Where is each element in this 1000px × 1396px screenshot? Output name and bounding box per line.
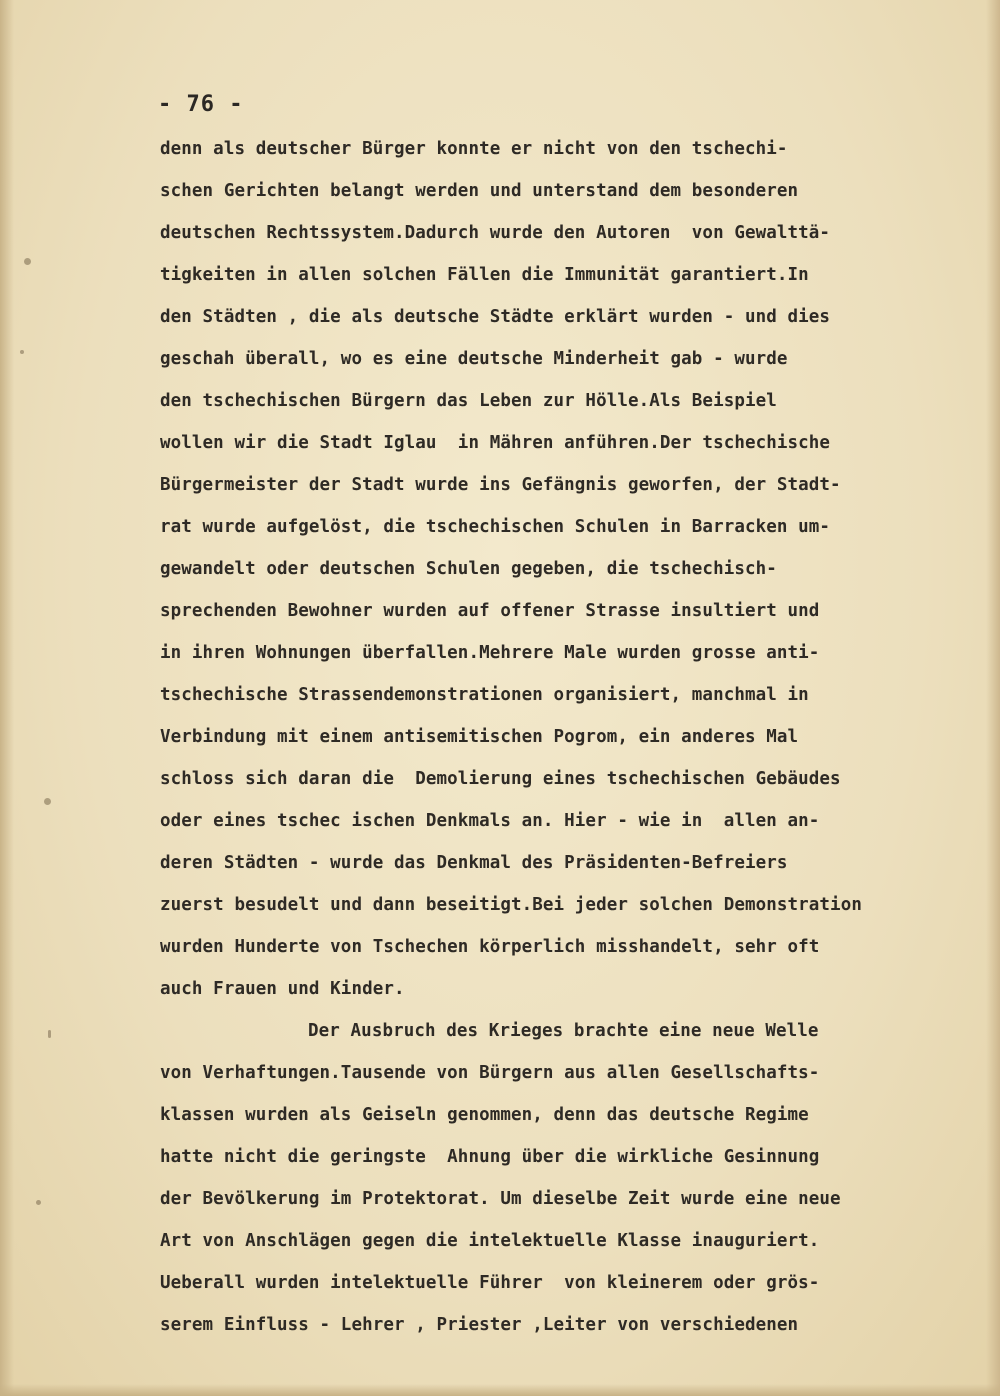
text-line: Bürgermeister der Stadt wurde ins Gefängnis geworfen, der Stadt- <box>160 475 841 495</box>
text-line: auch Frauen und Kinder. <box>160 979 405 999</box>
text-line: serem Einfluss - Lehrer , Priester ,Leiter von verschiedenen <box>160 1315 799 1335</box>
text-line: geschah überall, wo es eine deutsche Minderheit gab - wurde <box>160 349 788 369</box>
paper-edge-right <box>986 0 1000 1396</box>
text-line: von Verhaftungen.Tausende von Bürgern aus allen Gesellschafts- <box>160 1063 820 1083</box>
text-line: deren Städten - wurde das Denkmal des Präsidenten-Befreiers <box>160 853 788 873</box>
text-line: denn als deutscher Bürger konnte er nicht von den tschechi- <box>160 139 788 159</box>
text-line: wurden Hunderte von Tschechen körperlich misshandelt, sehr oft <box>160 937 820 957</box>
text-line: in ihren Wohnungen überfallen.Mehrere Male wurden grosse anti- <box>160 643 820 663</box>
text-line: schen Gerichten belangt werden und unterstand dem besonderen <box>160 181 799 201</box>
text-line: deutschen Rechtssystem.Dadurch wurde den Autoren von Gewalttä- <box>160 223 831 243</box>
text-line: Ueberall wurden intelektuelle Führer von kleinerem oder grös- <box>160 1273 820 1293</box>
punch-hole-mark <box>20 350 24 354</box>
text-line: hatte nicht die geringste Ahnung über die wirkliche Gesinnung <box>160 1147 820 1167</box>
page-number: - 76 - <box>158 92 244 117</box>
paper-edge-bottom <box>0 1384 1000 1396</box>
text-line: den Städten , die als deutsche Städte erklärt wurden - und dies <box>160 307 831 327</box>
text-line: zuerst besudelt und dann beseitigt.Bei jeder solchen Demonstration <box>160 895 862 915</box>
text-line: den tschechischen Bürgern das Leben zur Hölle.Als Beispiel <box>160 391 777 411</box>
text-line: gewandelt oder deutschen Schulen gegeben, die tschechisch- <box>160 559 777 579</box>
text-line: Verbindung mit einem antisemitischen Pogrom, ein anderes Mal <box>160 727 799 747</box>
text-line: klassen wurden als Geiseln genommen, denn das deutsche Regime <box>160 1105 809 1125</box>
text-line: sprechenden Bewohner wurden auf offener Strasse insultiert und <box>160 601 820 621</box>
punch-hole-mark <box>44 798 51 805</box>
text-line: tschechische Strassendemonstrationen organisiert, manchmal in <box>160 685 809 705</box>
punch-hole-mark <box>36 1200 41 1205</box>
text-line: rat wurde aufgelöst, die tschechischen Schulen in Barracken um- <box>160 517 831 537</box>
ink-speck <box>48 1030 51 1038</box>
paragraph-first-line: Der Ausbruch des Krieges brachte eine neue Welle <box>308 1021 819 1041</box>
punch-hole-mark <box>24 258 31 265</box>
text-line: der Bevölkerung im Protektorat. Um dieselbe Zeit wurde eine neue <box>160 1189 841 1209</box>
typewritten-text-body <box>160 128 980 1346</box>
text-line: oder eines tschec ischen Denkmals an. Hier - wie in allen an- <box>160 811 820 831</box>
paper-edge-left <box>0 0 14 1396</box>
text-line: Art von Anschlägen gegen die intelektuelle Klasse inauguriert. <box>160 1231 820 1251</box>
text-line: tigkeiten in allen solchen Fällen die Immunität garantiert.In <box>160 265 809 285</box>
text-line: wollen wir die Stadt Iglau in Mähren anführen.Der tschechische <box>160 433 831 453</box>
text-line: schloss sich daran die Demolierung eines tschechischen Gebäudes <box>160 769 841 789</box>
